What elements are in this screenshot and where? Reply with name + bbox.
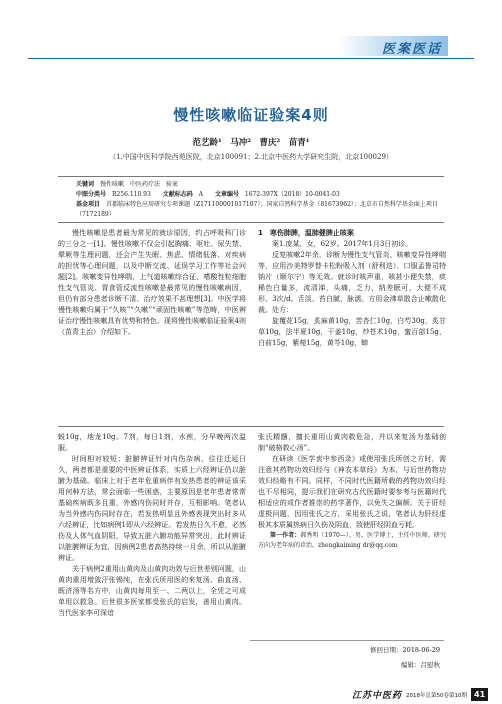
keywords-value: 慢性咳嗽 中医药疗法 验案 (99, 181, 178, 188)
prescription-end: 蜕10g，地龙10g。7剂，每日1剂，水煎，分早晚两次温服。 (58, 433, 246, 452)
note-rule (250, 640, 444, 641)
intro-column (58, 228, 246, 338)
article-affiliation: （1.中国中医科学院西苑医院，北京100091；2.北京中医药大学研究生院，北京100029） (109, 153, 393, 161)
discussion-paragraph-2: 关于病例2重用山黄肉及山黄肉功效与后世差别问题，山黄肉重用增敛汗张锡纯，在张氏所用医的来复汤、曲直汤、既济汤等名方中，山黄肉每用至一、二两以上，全凭之可成单用以救急。后世很多医家都受张氏的启发，善用山黄肉。当代医家李可深谙 (58, 565, 246, 617)
intro-paragraph: 慢性咳嗽是患者最为常见的就诊原因，约占呼吸科门诊的三分之一[1]。慢性咳嗽不仅会引起胸痛、呕吐、尿失禁、晕厥等生理问题，还会产生失眠、焦虑、情绪低落、对疾病的担忧等心理问题，以及中断交流、延误学习工作等社会问题[2]。咳嗽变异性哮喘、上气道咳嗽综合征、嗜酸性粒细胞性支气管炎、胃食管反流性咳嗽是最常见的慢性咳嗽病因，但仍有部分患者诊断不清、治疗效果不甚理想[3]。中医学将慢性咳嗽归属于“久咳”“久嗽”“顽固性咳嗽”等范畴，中医辨证治疗慢性咳嗽具有优势和特色。现将慢性咳嗽临证验案4则（苗青主治）介绍如下。 (58, 229, 246, 336)
section-tag: 医案医话 (381, 42, 442, 57)
case-intro: 案1.庞某，女，62岁。2017年1月3日初诊。 (272, 240, 413, 248)
page-number: 41 (471, 688, 488, 701)
received-date: 修回日期：2018-06-29 (370, 646, 440, 654)
lower-left-column (58, 432, 246, 619)
fund-label: 基金项目 (76, 201, 101, 208)
author-note-label: 第一作者： (270, 532, 301, 539)
case-heading: 1 寒伤肺脾，温肺健脾止咳案 (258, 229, 354, 237)
issue-info: 2018年总第50卷第10期 (406, 692, 468, 699)
case-column (258, 228, 446, 349)
author-note-text: 郝秀明（1970—），男，医学博士，主任中医师。研究方向为老年病的诊治。zhengkaiming dr@qq.com (258, 532, 446, 549)
author-note (258, 531, 446, 551)
fund-line (76, 200, 440, 220)
clc-value: R256.110.93 (111, 191, 151, 198)
case-history: 反复咳嗽2年余，诊断为慢性支气管炎、咳嗽变异性哮喘等，应用沙美特罗替卡松粉吸入剂（舒利迭）、口服孟鲁司特钠片（顺尔宁）等无效。就诊时咳声重，咳甚小便失禁，痰稀色白量多，流清涕，头痛，乏力，纳差眠可，大便不成形、3次/d。舌淡、苔白腻，脉濡。方用金沸草散合止嗽散化裁。处方： (258, 251, 446, 314)
discussion-paragraph-1: 时间相对较短；脏腑辨证针对内伤杂病，往往迁延日久，两者都是重要的中医辨证体系，实质上六经辨证仍以脏腑为基础。临床上对于老年危重病伴有发热患者的辨证该采用何种方法，常会面临一些困惑，主要原因是老年患者常常基础疾病既多且重，外感内伤同时并存，互相影响。笔者认为当外感内伤同时存在，若发热明显且外感表现突出时多从六经辨证，比如病例1即从六经辨证。若发热日久不愈，必然伤及人体气血阴阳，导致五脏六腑功能异常突出，此时辨证以脏腑辨证为宜，因病例2患者高热持续一月余，所以从脏腑辨证。 (58, 455, 246, 562)
meta-block (76, 180, 440, 220)
codes-line (76, 190, 440, 200)
lower-right-column (258, 432, 446, 551)
article-number-label: 文章编号 (214, 191, 239, 198)
doc-code-label: 文献标志码 (162, 191, 193, 198)
meta-bottom-rule (58, 222, 444, 223)
fund-value: 首都临床特色应用研究专项课题（Z171100001017107）；国家自然科学基金（81673962）；北京市自然科学基金面上项目（7172189） (76, 201, 438, 218)
meta-top-rule (58, 176, 444, 177)
keywords-label: 关键词 (76, 181, 95, 188)
doc-code-value: A (198, 191, 204, 198)
discussion-paragraph-4: 在研读《医学衷中参西录》或使用张氏所创之方时，需注意其药物功效归经与《神农本草经》为本，与后世药物功效归经略有不同。同样，不同时代医籍所载的药物功效归经也不尽相同，提示我们在研究古代医籍时要参考与医籍时代相适应的或作者推崇的药学著作，以免失之偏颇。关于肝经虚极问题，因用张氏之方，采用张氏之说，笔者认为肝经虚极其本质属热病日久伤及阴血，致使肝经阴血亏耗。 (258, 455, 446, 529)
article-authors: 范艺龄¹ 马冲² 曹庆² 苗青¹ (192, 138, 310, 148)
case-prescription: 旋覆花15g，炙麻黄10g，苦杏仁10g，白芍30g，炙甘草10g，法半夏10g，干姜10g，炒苍术10g，蜜百部15g，白前15g，紫菀15g，黄芩10g，蝉 (258, 317, 446, 347)
clc-label: 中图分类号 (76, 191, 107, 198)
article-title: 慢性咳嗽临证验案4则 (173, 106, 329, 124)
section-divider (58, 426, 444, 427)
page-footer (352, 688, 488, 701)
article-number-value: 1672-397X（2018）10-0041-03 (244, 191, 340, 198)
keywords-line (76, 180, 440, 190)
header-rule (28, 58, 474, 59)
journal-name: 江苏中医药 (352, 691, 403, 701)
editor-credit: 编辑：吕慰秋 (401, 661, 440, 669)
discussion-paragraph-3: 张氏精髓，擅长重用山黄肉救危急，并以来复汤为基础创制“破格救心汤”。 (258, 433, 446, 452)
